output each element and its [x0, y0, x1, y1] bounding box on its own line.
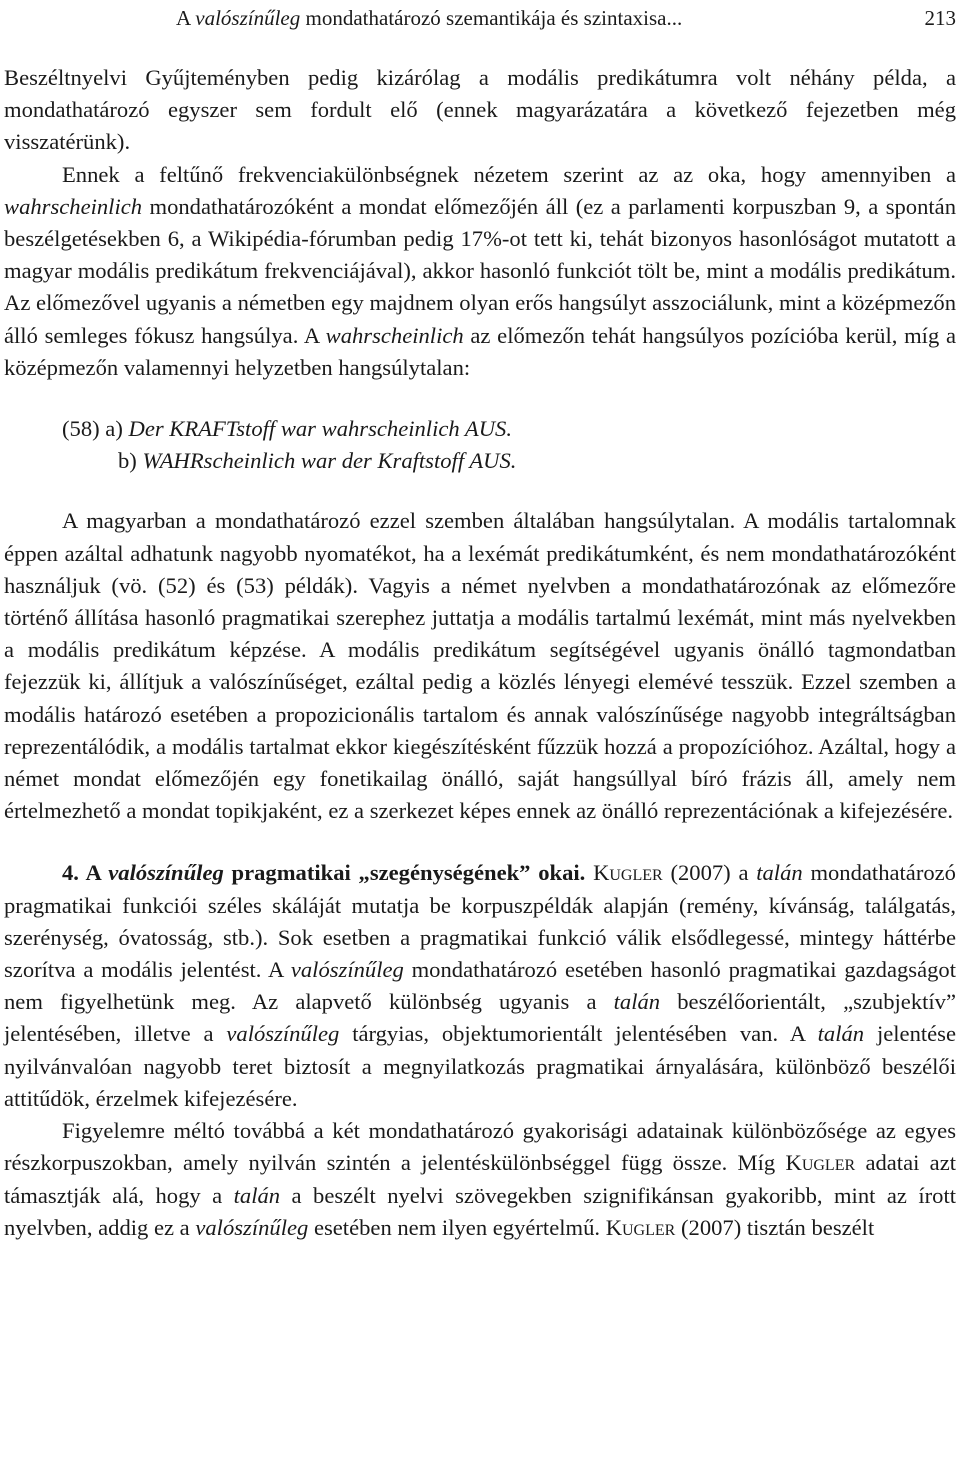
paragraph-2: Ennek a feltűnő frekvenciakülönbségnek nézetem szerint az az oka, hogy amennyiben a wahrscheinlich mondathatározóként a mondat előmezőjén áll (ez a parlamenti korpuszban 9, a spontán beszélgetésekben 6, a Wikipédia-fórumban pedig 17%-ot tett ki, tehát bizonyos hasonlóságot mutatott a magyar modális predikátum frekvenciájával), akkor hasonló funkciót tölt be, mint a modális predikátum. Az előmezővel ugyanis a németben egy majdnem olyan erős hangsúlyt asszociálunk, mint a középmezőn álló semleges fókusz hangsúlya. A wahrscheinlich az előmezőn tehát hangsúlyos pozícióba kerül, míg a középmezőn valamennyi helyzetben hangsúlytalan:	[4, 161, 956, 380]
author-name: Kugler	[593, 860, 663, 886]
term-wahrscheinlich: wahrscheinlich	[4, 193, 143, 219]
paragraph-5: Figyelemre méltó továbbá a két mondathatározó gyakorisági adatainak különbözősége az egyes részkorpuszokban, amely nyilván szintén a jelentéskülönbséggel függ össze. Míg Kugler adatai azt támasztják alá, hogy a talán a beszélt nyelvi szövegekben szignifikánsan gyakoribb, mint az írott nyelvben, addig ez a valószínűleg esetében nem ilyen egyértelmű. Kugler (2007) tisztán beszélt	[4, 1118, 957, 1240]
document-page	[4, 0, 956, 1244]
paragraph-1: Beszéltnyelvi Gyűjteményben pedig kizárólag a modális predikátumra volt néhány példa, a mondathatározó egyszer sem fordult elő (ennek magyarázatára a következő fejezetben még visszatérünk).	[4, 65, 956, 155]
running-title: A valószínűleg mondathatározó szemantikája és szintaxisa...	[176, 6, 683, 30]
author-name: Kugler	[785, 1150, 856, 1176]
example-58a: (58) a) Der KRAFTstoff war wahrscheinlich AUS.	[62, 416, 512, 442]
term-wahrscheinlich: wahrscheinlich	[325, 322, 464, 348]
running-header	[4, 0, 956, 36]
example-58	[4, 413, 956, 477]
running-title-italic: valószínűleg	[195, 6, 301, 30]
section-heading: 4. A valószínűleg pragmatikai „szegénységének” okai.	[62, 860, 586, 886]
page-number: 213	[924, 6, 956, 30]
author-name: Kugler	[605, 1214, 676, 1240]
paragraph-3: A magyarban a mondathatározó ezzel szemben általában hangsúlytalan. A modális tartalomnak éppen azáltal adhatunk nagyobb nyomatékot, ha a lexémát predikátumként, és nem mondathatározóként használjuk (vö. (52) és (53) példák). Vagyis a német nyelvben a mondathatározónak az előmezőre történő állítása hasonló pragmatikai szerephez juttatja a modális tartalmú lexémát, mint más nyelvekben a modális predikátum képzése. A modális predikátum segítségével ugyanis önálló tagmondatban fejezzük ki, állítjuk a valószínűséget, ezáltal pedig a közlés lényegi elemévé tesszük. Ezzel szemben a modális határozó esetében a propozicionális tartalom és annak valószínűsége nagyobb integráltságban reprezentálódik, a modális tartalmat ekkor kiegészítésként fűzzük hozzá a propozícióhoz. Azáltal, hogy a német mondat előmezőjén egy fonetikailag önálló, saját hangsúllyal bíró frázis áll, amely nem értelmezhető a mondat topikjaként, ez a szerkezet képes ennek az önálló reprezentációnak a kifejezésére.	[4, 508, 956, 824]
paragraph-4-section: 4. A valószínűleg pragmatikai „szegénységének” okai. Kugler (2007) a talán mondathatározó pragmatikai funkciói széles skáláját mutatja be korpuszpéldák alapján (remény, kívánság, találgatás, szerénység, óvatosság, stb.). Sok esetben a pragmatikai funkció válik elsődlegessé, mintegy háttérbe szorítva a modális jelentést. A valószínűleg mondathatározó esetében hasonló pragmatikai gazdagságot nem figyelhetünk meg. Az alapvető különbség ugyanis a talán beszélőorientált, „szubjektív” jelentésében, illetve a valószínűleg tárgyias, objektumorientált jelentésében van. A talán jelentése nyilvánvalóan nagyobb teret biztosít a megnyilatkozás pragmatikai árnyalására, különböző beszélői attitűdök, érzelmek kifejezésére.	[4, 860, 956, 1111]
example-58b: b) WAHRscheinlich war der Kraftstoff AUS.	[118, 448, 517, 474]
